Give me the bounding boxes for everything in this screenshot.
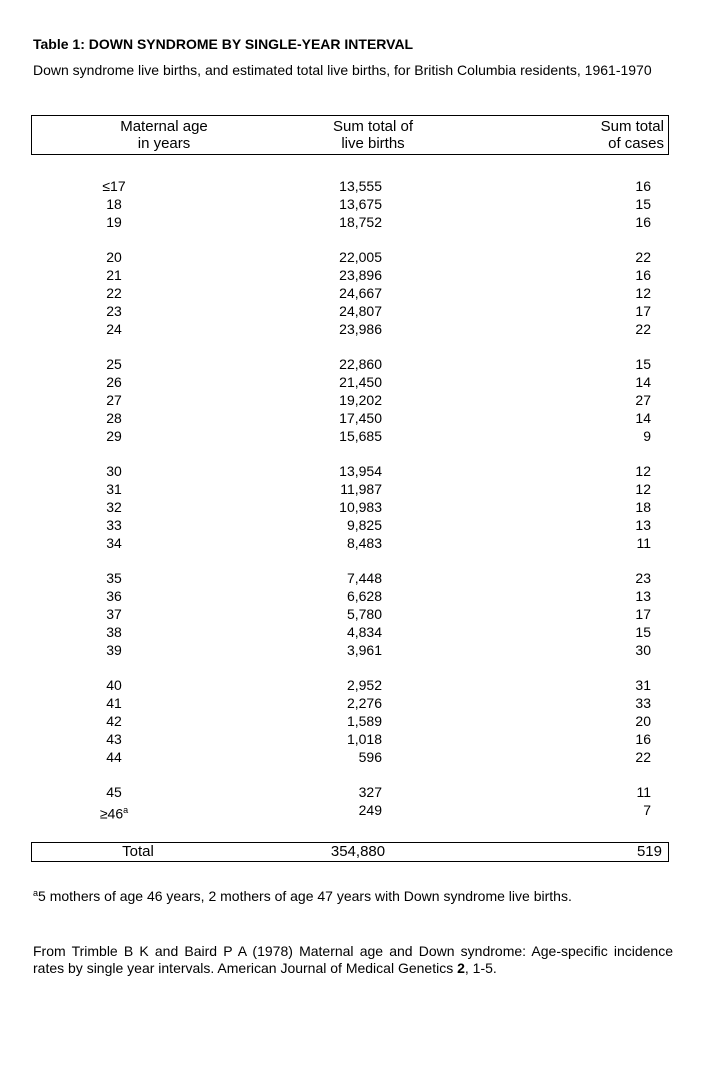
cases-cell: 16 [635,731,651,747]
maternal-age-value: 20 [106,249,122,265]
maternal-age-value: 40 [106,677,122,693]
cases-cell: 11 [636,535,651,551]
table-row [0,213,726,231]
maternal-age-value: 44 [106,749,122,765]
table-body [0,177,726,836]
cases-cell: 17 [635,303,651,319]
row-group [0,355,726,445]
footnote-marker: a [123,805,129,815]
maternal-age-value: 19 [106,214,122,230]
maternal-age-value: 45 [106,784,122,800]
maternal-age-cell [84,373,144,391]
live-births-cell: 327 [358,784,382,800]
row-group [0,462,726,552]
source-pages: , 1-5. [464,960,497,976]
maternal-age-value: 43 [106,731,122,747]
header-cases-line2: of cases [608,135,664,152]
table-row [0,694,726,712]
live-births-cell: 4,834 [346,624,382,640]
cases-cell: 18 [635,499,651,515]
table-row [0,730,726,748]
live-births-cell: 13,954 [339,463,382,479]
cases-cell: 27 [635,392,651,408]
total-label: Total [122,843,154,860]
live-births-cell: 15,685 [339,428,382,444]
live-births-cell: 13,555 [339,178,382,194]
table-row [0,801,726,822]
cases-cell: 7 [643,802,651,818]
live-births-cell: 13,675 [339,196,382,212]
table-row [0,284,726,302]
maternal-age-value: 38 [106,624,122,640]
maternal-age-value: 33 [106,517,122,533]
cases-cell: 20 [635,713,651,729]
maternal-age-value: 41 [106,695,122,711]
cases-cell: 16 [635,214,651,230]
maternal-age-cell [84,248,144,266]
maternal-age-value: ≥46 [99,805,124,822]
cases-cell: 16 [635,178,651,194]
cases-cell: 15 [635,356,651,372]
live-births-cell: 2,952 [346,677,382,693]
maternal-age-value: 27 [106,392,122,408]
table-row [0,569,726,587]
cases-cell: 13 [635,517,651,533]
row-group [0,676,726,766]
maternal-age-value: 21 [106,267,122,283]
live-births-cell: 23,896 [339,267,382,283]
live-births-cell: 596 [358,749,382,765]
maternal-age-cell [84,266,144,284]
maternal-age-cell [84,783,144,801]
footnote [33,888,572,904]
header-cases-line1: Sum total [600,118,664,135]
maternal-age-cell [84,355,144,373]
table-subtitle: Down syndrome live births, and estimated total live births, for British Columbia residents, 1961-1970 [33,62,652,78]
table-row [0,498,726,516]
source-citation [33,943,673,977]
maternal-age-cell [84,605,144,623]
table-row [0,783,726,801]
table-row [0,641,726,659]
maternal-age-cell [84,462,144,480]
maternal-age-cell [84,676,144,694]
live-births-cell: 249 [358,802,382,818]
table-row [0,605,726,623]
table-header [31,115,669,155]
live-births-cell: 22,860 [339,356,382,372]
maternal-age-cell [84,801,144,823]
live-births-cell: 24,807 [339,303,382,319]
cases-cell: 12 [635,463,651,479]
table-row [0,195,726,213]
maternal-age-value: ≤17 [102,178,126,194]
table-row [0,355,726,373]
table-row [0,587,726,605]
row-group [0,248,726,338]
live-births-cell: 22,005 [339,249,382,265]
table-total-row [31,842,669,862]
live-births-cell: 2,276 [346,695,382,711]
table-row [0,516,726,534]
live-births-cell: 3,961 [346,642,382,658]
maternal-age-value: 26 [106,374,122,390]
header-live-births-line1: Sum total of [332,118,414,135]
row-group [0,569,726,659]
maternal-age-cell [84,177,144,195]
table-row [0,373,726,391]
cases-cell: 33 [635,695,651,711]
live-births-cell: 8,483 [346,535,382,551]
header-maternal-age [84,118,244,152]
total-cases: 519 [636,843,662,860]
cases-cell: 23 [635,570,651,586]
maternal-age-cell [84,694,144,712]
cases-cell: 12 [635,481,651,497]
maternal-age-cell [84,320,144,338]
table-row [0,427,726,445]
maternal-age-value: 32 [106,499,122,515]
row-group [0,783,726,822]
live-births-cell: 1,589 [346,713,382,729]
table-row [0,534,726,552]
live-births-cell: 7,448 [346,570,382,586]
source-citation-text: From Trimble B K and Baird P A (1978) Maternal age and Down syndrome: Age-specific incidence rates by single year intervals. American Journal of Medical Genetics [33,943,673,976]
header-live-births-line2: live births [341,135,405,152]
table-row [0,676,726,694]
table-row [0,302,726,320]
maternal-age-cell [84,409,144,427]
maternal-age-cell [84,302,144,320]
header-maternal-age-line2: in years [137,135,191,152]
maternal-age-cell [84,712,144,730]
maternal-age-value: 36 [106,588,122,604]
maternal-age-cell [84,748,144,766]
live-births-cell: 9,825 [346,517,382,533]
maternal-age-value: 29 [106,428,122,444]
cases-cell: 22 [635,749,651,765]
maternal-age-value: 25 [106,356,122,372]
live-births-cell: 11,987 [340,481,382,497]
maternal-age-cell [84,195,144,213]
cases-cell: 14 [635,410,651,426]
header-cases [601,118,664,152]
cases-cell: 22 [635,249,651,265]
maternal-age-cell [84,516,144,534]
table-row [0,462,726,480]
maternal-age-value: 22 [106,285,122,301]
footnote-marker: a [33,888,39,898]
table-row [0,623,726,641]
cases-cell: 16 [635,267,651,283]
maternal-age-cell [84,569,144,587]
cases-cell: 31 [635,677,651,693]
table-row [0,391,726,409]
live-births-cell: 17,450 [339,410,382,426]
table-row [0,712,726,730]
live-births-cell: 5,780 [346,606,382,622]
maternal-age-cell [84,284,144,302]
header-maternal-age-line1: Maternal age [120,118,208,135]
maternal-age-value: 30 [106,463,122,479]
table-title: Table 1: DOWN SYNDROME BY SINGLE-YEAR INTERVAL [33,36,414,52]
maternal-age-cell [84,427,144,445]
cases-cell: 15 [635,624,651,640]
cases-cell: 12 [635,285,651,301]
live-births-cell: 19,202 [339,392,382,408]
table-row [0,480,726,498]
maternal-age-cell [84,480,144,498]
table-row [0,748,726,766]
maternal-age-value: 23 [106,303,122,319]
maternal-age-value: 42 [106,713,122,729]
live-births-cell: 1,018 [346,731,382,747]
table-row [0,177,726,195]
maternal-age-value: 34 [106,535,122,551]
live-births-cell: 21,450 [339,374,382,390]
maternal-age-value: 37 [106,606,122,622]
live-births-cell: 23,986 [339,321,382,337]
cases-cell: 13 [635,588,651,604]
cases-cell: 11 [636,784,651,800]
header-live-births [303,118,443,152]
maternal-age-value: 31 [106,481,122,497]
maternal-age-cell [84,587,144,605]
maternal-age-value: 39 [106,642,122,658]
maternal-age-cell [84,498,144,516]
table-row [0,409,726,427]
table-row [0,266,726,284]
cases-cell: 14 [635,374,651,390]
cases-cell: 30 [635,642,651,658]
live-births-cell: 10,983 [339,499,382,515]
cases-cell: 9 [643,428,651,444]
maternal-age-cell [84,641,144,659]
maternal-age-cell [84,534,144,552]
total-live-births: 354,880 [330,843,386,860]
cases-cell: 15 [635,196,651,212]
cases-cell: 22 [635,321,651,337]
live-births-cell: 6,628 [346,588,382,604]
maternal-age-cell [84,623,144,641]
maternal-age-cell [84,391,144,409]
footnote-text: 5 mothers of age 46 years, 2 mothers of age 47 years with Down syndrome live births. [38,888,572,904]
table-row [0,248,726,266]
maternal-age-cell [84,730,144,748]
maternal-age-value: 24 [106,321,122,337]
table-row [0,320,726,338]
maternal-age-value: 28 [106,410,122,426]
maternal-age-value: 18 [106,196,122,212]
live-births-cell: 24,667 [339,285,382,301]
source-volume: 2 [457,960,465,976]
cases-cell: 17 [635,606,651,622]
maternal-age-value: 35 [106,570,122,586]
live-births-cell: 18,752 [339,214,382,230]
row-group [0,177,726,231]
maternal-age-cell [84,213,144,231]
